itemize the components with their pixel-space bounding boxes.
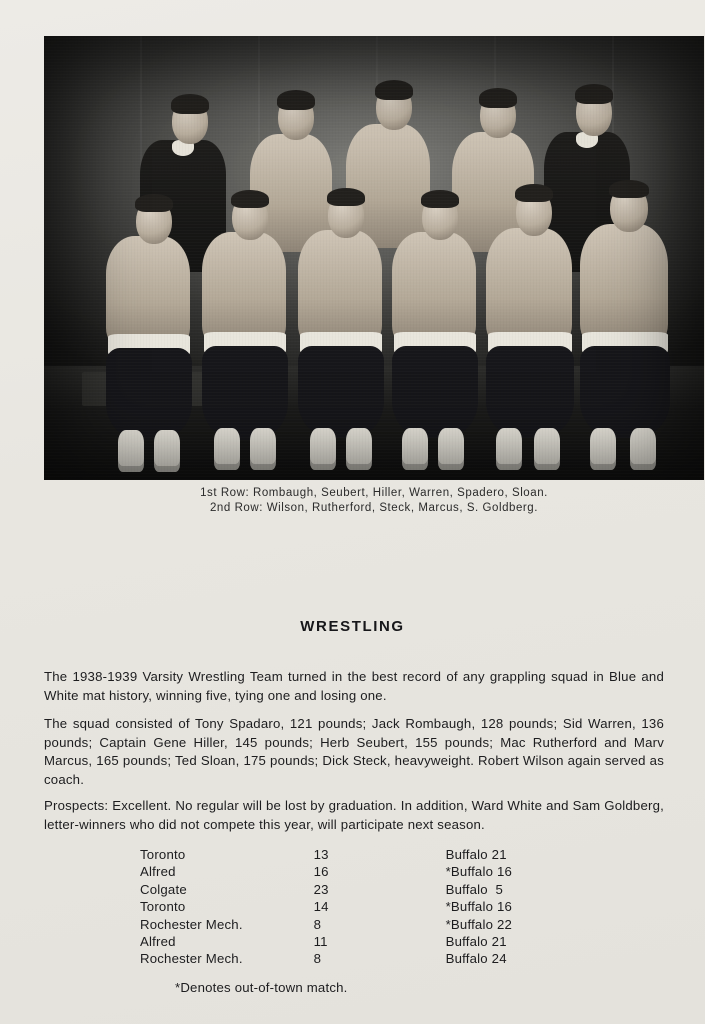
team-photograph (44, 36, 704, 480)
table-row (140, 881, 580, 898)
table-row (140, 846, 580, 863)
score-cell: 8 (313, 951, 322, 967)
caption-line-2: 2nd Row: Wilson, Rutherford, Steck, Marcus, S. Goldberg. (209, 502, 538, 514)
article-paragraph: Prospects: Excellent. No regular will be lost by graduation. In addition, Ward White and Sam Goldberg, letter-winners who did not compete this year, will participate next season. (44, 798, 664, 832)
opponent-cell: Alfred (140, 864, 176, 880)
page-title: WRESTLING (300, 618, 405, 635)
opponent-cell: Toronto (140, 847, 186, 862)
table-row (140, 950, 580, 967)
result-cell: *Buffalo 16 (445, 864, 513, 880)
season-results-table (140, 846, 580, 968)
score-cell: 13 (313, 847, 329, 862)
opponent-cell: Rochester Mech. (140, 916, 243, 932)
result-cell: Buffalo 24 (445, 951, 507, 967)
result-cell: *Buffalo 22 (445, 916, 513, 932)
score-cell: 16 (313, 864, 329, 880)
score-cell: 23 (313, 881, 329, 897)
score-cell: 8 (313, 916, 322, 932)
result-cell: Buffalo 21 (445, 934, 507, 950)
results-footnote: *Denotes out-of-town match. (175, 980, 348, 995)
article-paragraph: The squad consisted of Tony Spadaro, 121 pounds; Jack Rombaugh, 128 pounds; Sid Warren, 136 pounds; Captain Gene Hiller, 145 pounds; Herb Seubert, 155 pounds; Mac Rutherford and Marv Marcus, 165 pounds; Ted Sloan, 175 pounds; Dick Steck, heavyweight. Robert Wilson again served as coach. (44, 716, 664, 787)
score-cell: 14 (313, 899, 329, 915)
result-cell: Buffalo 5 (445, 881, 504, 897)
score-cell: 11 (313, 934, 328, 950)
opponent-cell: Toronto (140, 899, 186, 915)
table-row (140, 863, 580, 880)
article-paragraph: The 1938-1939 Varsity Wrestling Team turned in the best record of any grappling squad in Blue and White mat history, winning five, tying one and losing one. (44, 669, 664, 703)
table-row (140, 898, 580, 915)
caption-line-1: 1st Row: Rombaugh, Seubert, Hiller, Warren, Spadero, Sloan. (200, 487, 548, 499)
result-cell: *Buffalo 16 (445, 899, 513, 915)
opponent-cell: Rochester Mech. (140, 951, 243, 967)
table-row (140, 916, 580, 933)
table-row (140, 933, 580, 950)
result-cell: Buffalo 21 (445, 847, 507, 862)
photo-caption (44, 486, 704, 516)
opponent-cell: Alfred (140, 934, 176, 950)
opponent-cell: Colgate (140, 881, 187, 897)
